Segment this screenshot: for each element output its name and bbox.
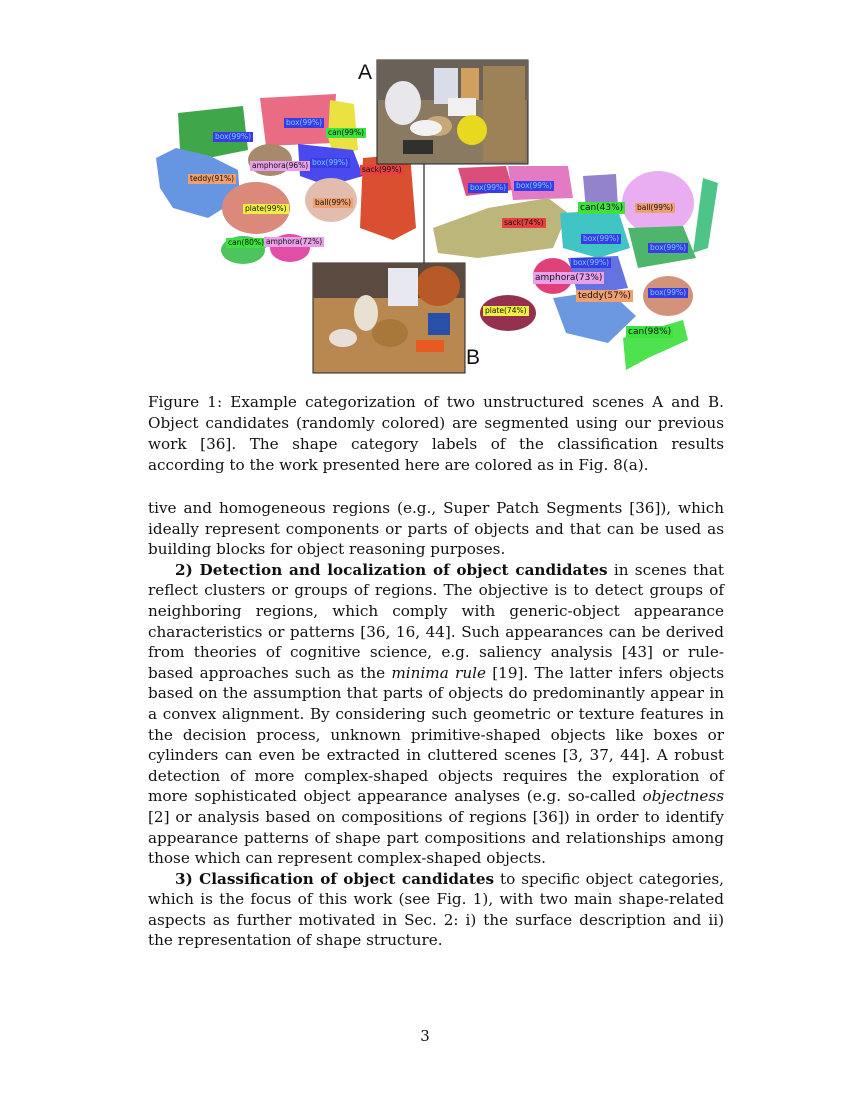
paragraph-3 bbox=[148, 869, 724, 951]
segment-amphora bbox=[248, 144, 292, 176]
scene-b-letter: B bbox=[466, 346, 481, 369]
photo-scene-a bbox=[377, 60, 528, 164]
paragraph-2 bbox=[148, 560, 724, 869]
label-a-2: can(99%) bbox=[328, 128, 364, 137]
paragraph-2-text-a: in scenes that reflect clusters or groups of regions. The objective is to detect groups of neighboring regions, which comply with generic-object appearance characteristics or patterns [36, 16, 44]. Such appearances can be derived from theories of cognitive science, e.g. saliency analysis [43] or rule-based approaches such as the bbox=[148, 560, 725, 682]
paragraph-2-heading: 2) Detection and localization of object candidates bbox=[175, 560, 608, 579]
figure-caption: Figure 1: Example categorization of two unstructured scenes A and B. Object candidates (randomly colored) are segmented using our previous work [36]. The shape category labels of the classification results according to the work presented here are colored as in Fig. 8(a). bbox=[148, 393, 724, 474]
label-a-4: box(99%) bbox=[312, 158, 349, 167]
label-a-3: amphora(96%) bbox=[252, 161, 309, 170]
paragraph-2-italic-objectness: objectness bbox=[642, 787, 724, 806]
scene-b-segments bbox=[433, 166, 718, 370]
label-b-9: teddy(57%) bbox=[578, 291, 631, 301]
label-b-5: box(99%) bbox=[583, 234, 620, 243]
photo-scene-b bbox=[313, 263, 465, 373]
page-number: 3 bbox=[420, 1027, 430, 1045]
paragraph-2-text-b: [19]. The latter infers objects based on the assumption that parts of objects do predominantly appear in a convex alignment. By considering such geometric or texture features in the decision process, unknown primitive-shaped objects like boxes or cylinders can even be extracted in cluttered scenes [3, 37, 44]. A robust detection of more complex-shaped objects requires the exploration of more sophisticated object appearance analyses (e.g. so-called bbox=[148, 663, 724, 806]
label-a-10: amphora(72%) bbox=[266, 237, 323, 246]
label-b-11: plate(74%) bbox=[485, 306, 527, 315]
label-a-8: plate(99%) bbox=[245, 204, 287, 213]
label-a-9: can(80%) bbox=[228, 238, 264, 247]
label-a-6: teddy(91%) bbox=[190, 174, 235, 183]
body-text bbox=[148, 498, 724, 951]
figure-1 bbox=[148, 58, 723, 376]
paragraph-3-text-a: to specific object categories, which is the focus of this work (see Fig. 1), with two main shape-related aspects as further motivated in Sec. 2: i) the surface description and ii) the representation of shape structure. bbox=[148, 869, 724, 950]
label-b-0: box(99%) bbox=[470, 183, 507, 192]
label-a-5: sack(99%) bbox=[362, 165, 402, 174]
label-b-1: box(99%) bbox=[516, 181, 553, 190]
label-a-0: box(99%) bbox=[215, 132, 252, 141]
segment-can-strip bbox=[693, 178, 718, 253]
label-b-3: can(43%) bbox=[580, 203, 624, 213]
label-b-8: amphora(73%) bbox=[535, 273, 603, 283]
label-b-4: ball(99%) bbox=[637, 203, 674, 212]
label-a-7: ball(99%) bbox=[315, 198, 352, 207]
paragraph-1: tive and homogeneous regions (e.g., Super Patch Segments [36]), which ideally represent components or parts of objects and that can be used as building blocks for object reasoning purposes. bbox=[148, 499, 724, 559]
scene-a-letter: A bbox=[358, 61, 373, 84]
label-b-12: can(98%) bbox=[628, 327, 672, 337]
label-b-2: sack(74%) bbox=[504, 218, 544, 227]
label-b-10: box(99%) bbox=[650, 288, 687, 297]
paragraph-2-text-c: [2] or analysis based on compositions of regions [36]) in order to identify appearance patterns of shape part compositions and relationships among those which can represent complex-shaped objects. bbox=[148, 807, 724, 868]
label-b-7: box(99%) bbox=[573, 258, 610, 267]
paragraph-3-heading: 3) Classification of object candidates bbox=[175, 869, 495, 888]
label-b-6: box(99%) bbox=[650, 243, 687, 252]
label-a-1: box(99%) bbox=[286, 118, 323, 127]
segment-sack-b bbox=[433, 198, 568, 258]
paragraph-2-italic-minima: minima rule bbox=[391, 663, 486, 682]
